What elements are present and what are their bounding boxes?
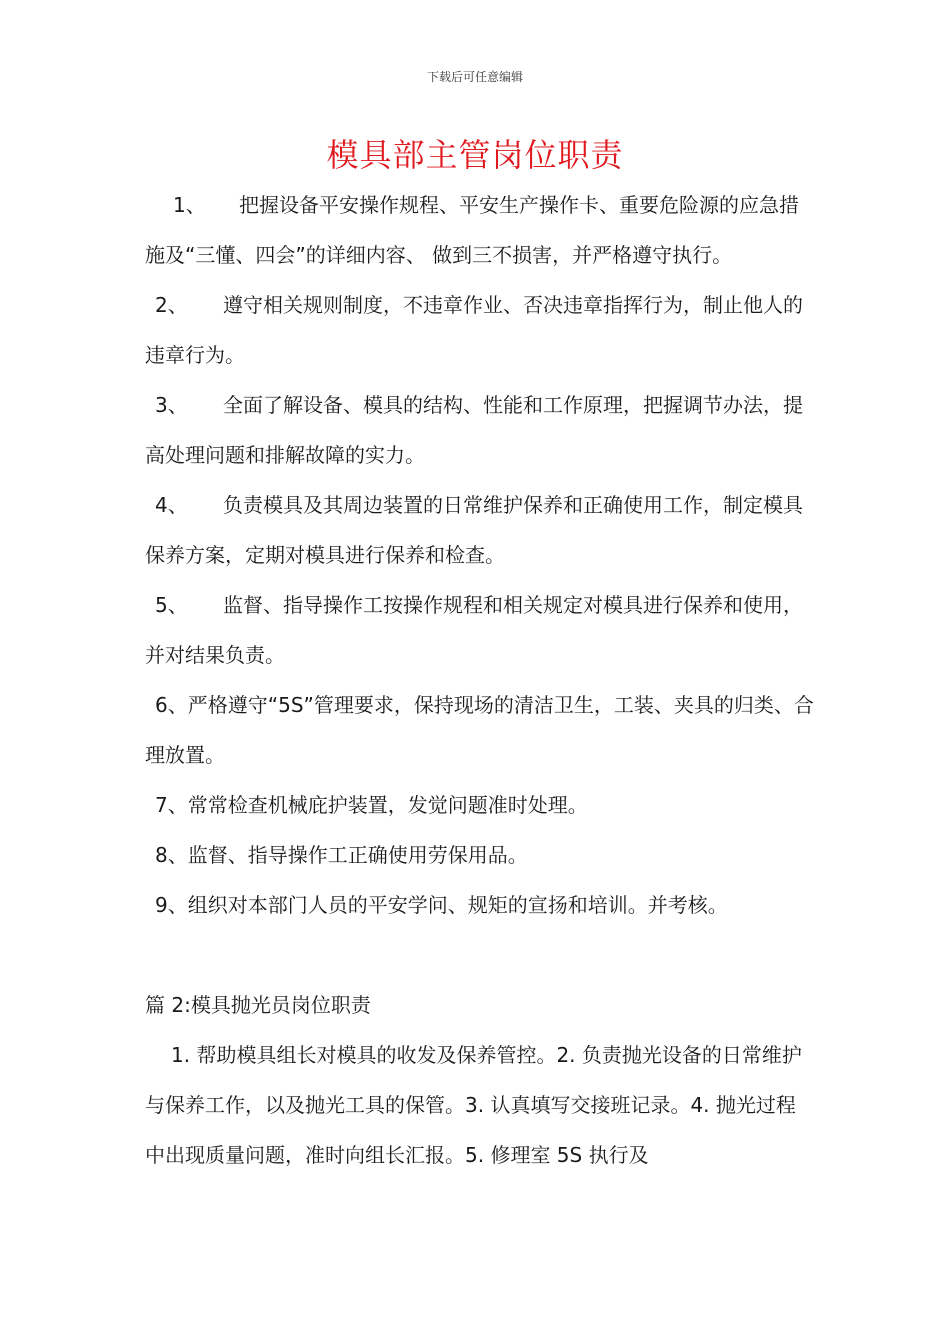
- item-text: 严格遵守“5S”管理要求，保持现场的清洁卫生，工装、夹具的归类、合理放置。: [145, 693, 814, 767]
- item-number: 2、: [155, 293, 188, 317]
- item-text: 组织对本部门人员的平安学问、规矩的宣扬和培训。并考核。: [187, 893, 728, 917]
- duty-item-3: [145, 380, 815, 480]
- duty-item-5: [145, 580, 815, 680]
- duty-item-9: [145, 880, 815, 930]
- duty-item-8: [145, 830, 815, 880]
- page-title: 模具部主管岗位职责: [326, 136, 624, 174]
- document-body: [145, 180, 815, 1180]
- item-text: 遵守相关规则制度，不违章作业、否决违章指挥行为，制止他人的违章行为。: [145, 293, 803, 367]
- duty-item-6: [145, 680, 815, 780]
- item-number: 1、: [173, 193, 206, 217]
- duty-item-4: [145, 480, 815, 580]
- item-text: 常常检查机械庇护装置，发觉问题准时处理。: [187, 793, 588, 817]
- item-text: 监督、指导操作工正确使用劳保用品。: [187, 843, 528, 867]
- duty-item-1: [145, 180, 815, 280]
- item-text: 监督、指导操作工按操作规程和相关规定对模具进行保养和使用，并对结果负责。: [145, 593, 803, 667]
- section-2-paragraph: 1. 帮助模具组长对模具的收发及保养管控。2. 负责抛光设备的日常维护与保养工作，以及抛光工具的保管。3. 认真填写交接班记录。4. 抛光过程中出现质量问题，准时向组长汇报。5. 修理室 5S 执行及: [145, 1043, 802, 1167]
- header-note: 下载后可任意编辑: [426, 70, 523, 84]
- item-number: 6、: [155, 693, 188, 717]
- item-number: 7、: [155, 793, 188, 817]
- item-text: 把握设备平安操作规程、平安生产操作卡、重要危险源的应急措施及“三懂、四会”的详细内容、 做到三不损害，并严格遵守执行。: [145, 193, 799, 267]
- item-number: 9、: [155, 893, 188, 917]
- item-number: 5、: [155, 593, 188, 617]
- duty-item-7: [145, 780, 815, 830]
- item-number: 8、: [155, 843, 188, 867]
- item-number: 3、: [155, 393, 188, 417]
- section-2-title: 篇 2:模具抛光员岗位职责: [145, 993, 371, 1017]
- duty-item-2: [145, 280, 815, 380]
- item-text: 全面了解设备、模具的结构、性能和工作原理，把握调节办法，提高处理问题和排解故障的实力。: [145, 393, 803, 467]
- item-text: 负责模具及其周边装置的日常维护保养和正确使用工作，制定模具保养方案，定期对模具进行保养和检查。: [145, 493, 803, 567]
- item-number: 4、: [155, 493, 188, 517]
